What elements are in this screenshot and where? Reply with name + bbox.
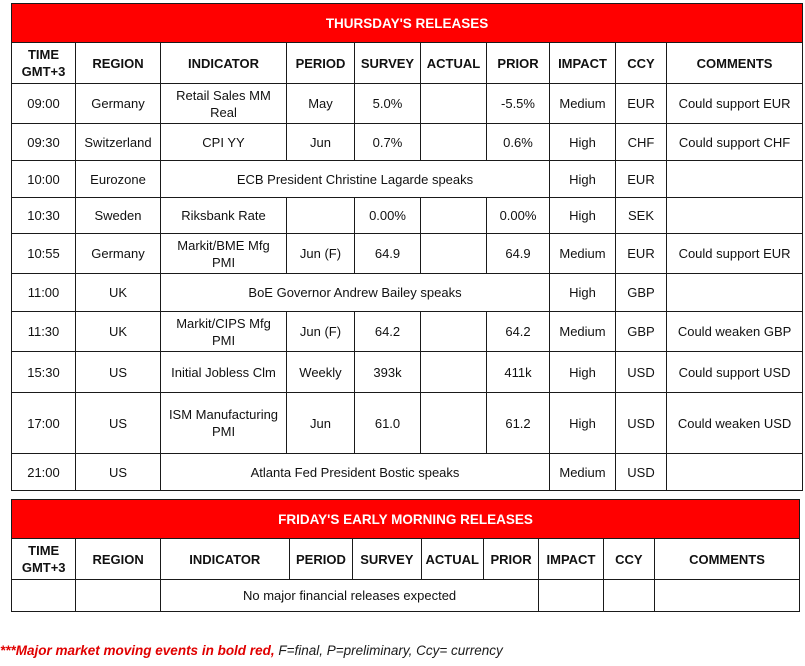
cell-period bbox=[287, 198, 355, 234]
cell-indicator: Markit/CIPS Mfg PMI bbox=[161, 312, 287, 352]
cell-time: 21:00 bbox=[12, 454, 76, 491]
cell-time: 11:00 bbox=[12, 274, 76, 312]
cell-time: 09:00 bbox=[12, 84, 76, 124]
cell-impact: High bbox=[550, 161, 616, 198]
cell-period: Jun (F) bbox=[287, 234, 355, 274]
cell-time: 09:30 bbox=[12, 124, 76, 161]
footnote bbox=[0, 643, 503, 658]
cell-region: Germany bbox=[76, 84, 161, 124]
header-region: REGION bbox=[76, 539, 161, 580]
cell-period: Jun bbox=[287, 124, 355, 161]
cell-region: US bbox=[76, 393, 161, 454]
cell-comments: Could support EUR bbox=[667, 234, 803, 274]
header-region: REGION bbox=[76, 43, 161, 84]
table-row bbox=[12, 274, 803, 312]
cell-impact: High bbox=[550, 274, 616, 312]
table-row bbox=[12, 312, 803, 352]
cell-indicator: Riksbank Rate bbox=[161, 198, 287, 234]
cell-actual bbox=[421, 198, 487, 234]
cell-ccy: EUR bbox=[616, 84, 667, 124]
table-row bbox=[12, 161, 803, 198]
cell-ccy: USD bbox=[616, 393, 667, 454]
friday-title: FRIDAY'S EARLY MORNING RELEASES bbox=[12, 500, 800, 539]
cell-event: ECB President Christine Lagarde speaks bbox=[161, 161, 550, 198]
cell-impact: High bbox=[550, 124, 616, 161]
cell-impact: High bbox=[550, 198, 616, 234]
cell-impact: High bbox=[550, 352, 616, 393]
cell-ccy: GBP bbox=[616, 312, 667, 352]
cell-impact: High bbox=[550, 393, 616, 454]
cell-actual bbox=[421, 312, 487, 352]
cell-indicator: Markit/BME Mfg PMI bbox=[161, 234, 287, 274]
cell-comments bbox=[667, 454, 803, 491]
header-indicator: INDICATOR bbox=[161, 43, 287, 84]
cell-ccy: USD bbox=[616, 454, 667, 491]
header-time: TIME GMT+3 bbox=[12, 43, 76, 84]
cell-time: 10:00 bbox=[12, 161, 76, 198]
cell-survey: 64.9 bbox=[355, 234, 421, 274]
header-ccy: CCY bbox=[603, 539, 654, 580]
header-impact: IMPACT bbox=[550, 43, 616, 84]
cell-prior: 411k bbox=[487, 352, 550, 393]
header-period: PERIOD bbox=[287, 43, 355, 84]
cell-comments: Could support USD bbox=[667, 352, 803, 393]
thursday-header-row bbox=[12, 43, 803, 84]
cell-comments bbox=[667, 161, 803, 198]
cell-region: UK bbox=[76, 274, 161, 312]
cell-survey: 0.00% bbox=[355, 198, 421, 234]
header-actual: ACTUAL bbox=[421, 539, 483, 580]
footnote-bold-red: ***Major market moving events in bold red, bbox=[0, 643, 275, 658]
cell-comments: Could weaken GBP bbox=[667, 312, 803, 352]
cell-comments bbox=[654, 580, 799, 612]
cell-ccy bbox=[603, 580, 654, 612]
cell-survey: 0.7% bbox=[355, 124, 421, 161]
cell-region: US bbox=[76, 352, 161, 393]
cell-indicator: Retail Sales MM Real bbox=[161, 84, 287, 124]
cell-comments: Could support CHF bbox=[667, 124, 803, 161]
cell-time: 15:30 bbox=[12, 352, 76, 393]
table-row bbox=[12, 352, 803, 393]
header-ccy: CCY bbox=[616, 43, 667, 84]
header-period: PERIOD bbox=[289, 539, 352, 580]
table-row bbox=[12, 580, 800, 612]
cell-time: 10:55 bbox=[12, 234, 76, 274]
friday-header-row bbox=[12, 539, 800, 580]
cell-ccy: CHF bbox=[616, 124, 667, 161]
cell-region: Sweden bbox=[76, 198, 161, 234]
cell-survey: 64.2 bbox=[355, 312, 421, 352]
cell-comments: Could support EUR bbox=[667, 84, 803, 124]
cell-ccy: SEK bbox=[616, 198, 667, 234]
cell-impact: Medium bbox=[550, 454, 616, 491]
cell-time bbox=[12, 580, 76, 612]
cell-comments bbox=[667, 198, 803, 234]
header-indicator: INDICATOR bbox=[160, 539, 289, 580]
header-impact: IMPACT bbox=[539, 539, 603, 580]
cell-ccy: EUR bbox=[616, 234, 667, 274]
cell-survey: 61.0 bbox=[355, 393, 421, 454]
table-row bbox=[12, 454, 803, 491]
cell-actual bbox=[421, 234, 487, 274]
friday-releases-table bbox=[11, 499, 800, 612]
cell-impact bbox=[539, 580, 603, 612]
cell-indicator: Initial Jobless Clm bbox=[161, 352, 287, 393]
thursday-title: THURSDAY'S RELEASES bbox=[12, 4, 803, 43]
table-row bbox=[12, 198, 803, 234]
cell-period: Jun bbox=[287, 393, 355, 454]
header-comments: COMMENTS bbox=[667, 43, 803, 84]
cell-indicator: CPI YY bbox=[161, 124, 287, 161]
table-row bbox=[12, 124, 803, 161]
cell-region: Germany bbox=[76, 234, 161, 274]
cell-period: Weekly bbox=[287, 352, 355, 393]
cell-prior: -5.5% bbox=[487, 84, 550, 124]
cell-ccy: EUR bbox=[616, 161, 667, 198]
cell-prior: 64.2 bbox=[487, 312, 550, 352]
header-survey: SURVEY bbox=[355, 43, 421, 84]
cell-actual bbox=[421, 124, 487, 161]
cell-region bbox=[76, 580, 161, 612]
cell-region: UK bbox=[76, 312, 161, 352]
header-prior: PRIOR bbox=[483, 539, 538, 580]
header-prior: PRIOR bbox=[487, 43, 550, 84]
header-actual: ACTUAL bbox=[421, 43, 487, 84]
cell-region: Switzerland bbox=[76, 124, 161, 161]
cell-region: US bbox=[76, 454, 161, 491]
cell-time: 10:30 bbox=[12, 198, 76, 234]
cell-time: 11:30 bbox=[12, 312, 76, 352]
cell-event: Atlanta Fed President Bostic speaks bbox=[161, 454, 550, 491]
cell-impact: Medium bbox=[550, 234, 616, 274]
no-releases-message: No major financial releases expected bbox=[160, 580, 538, 612]
cell-prior: 61.2 bbox=[487, 393, 550, 454]
header-time: TIME GMT+3 bbox=[12, 539, 76, 580]
header-comments: COMMENTS bbox=[654, 539, 799, 580]
cell-comments: Could weaken USD bbox=[667, 393, 803, 454]
cell-time: 17:00 bbox=[12, 393, 76, 454]
table-row bbox=[12, 84, 803, 124]
cell-ccy: USD bbox=[616, 352, 667, 393]
cell-survey: 5.0% bbox=[355, 84, 421, 124]
cell-impact: Medium bbox=[550, 84, 616, 124]
cell-event: BoE Governor Andrew Bailey speaks bbox=[161, 274, 550, 312]
cell-prior: 64.9 bbox=[487, 234, 550, 274]
cell-prior: 0.6% bbox=[487, 124, 550, 161]
cell-actual bbox=[421, 84, 487, 124]
cell-actual bbox=[421, 352, 487, 393]
cell-impact: Medium bbox=[550, 312, 616, 352]
table-row bbox=[12, 234, 803, 274]
table-row bbox=[12, 393, 803, 454]
thursday-releases-table bbox=[11, 3, 803, 491]
cell-indicator: ISM Manufacturing PMI bbox=[161, 393, 287, 454]
cell-period: May bbox=[287, 84, 355, 124]
cell-actual bbox=[421, 393, 487, 454]
cell-ccy: GBP bbox=[616, 274, 667, 312]
header-survey: SURVEY bbox=[353, 539, 421, 580]
cell-prior: 0.00% bbox=[487, 198, 550, 234]
cell-comments bbox=[667, 274, 803, 312]
footnote-legend: F=final, P=preliminary, Ccy= currency bbox=[274, 643, 503, 658]
cell-period: Jun (F) bbox=[287, 312, 355, 352]
cell-region: Eurozone bbox=[76, 161, 161, 198]
cell-survey: 393k bbox=[355, 352, 421, 393]
